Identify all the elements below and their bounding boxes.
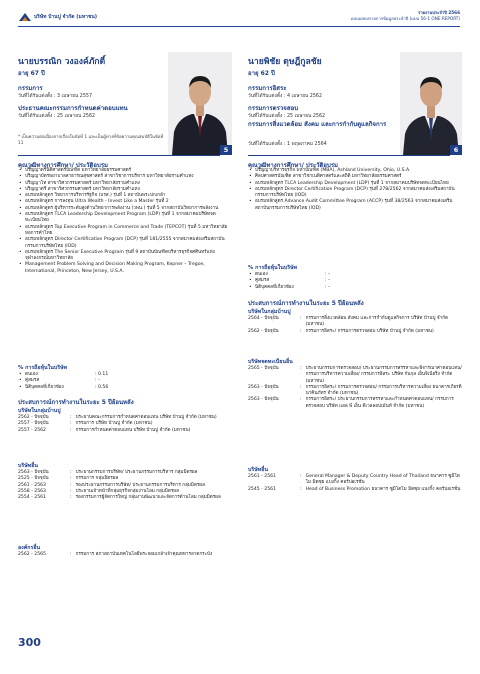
person-age: อายุ 67 ปี [18, 70, 45, 77]
education-list [248, 168, 462, 212]
education-list [18, 168, 230, 275]
experience-row: 2554 - 2561 : รองกรรมการผู้จัดการใหญ่ กลุ่มงานพัฒนาและจัดการด้านโลม กลุ่มมิตรผล [18, 495, 221, 501]
company-name: บริษัท บ้านปู จำกัด (มหาชน) [34, 14, 98, 20]
experience-row: 2562 - ปัจจุบัน : กรรมการอิสระ/ กรรมการตรวจสอบ บริษัท บ้านปู จำกัด (มหาชน) [248, 328, 434, 334]
experience-group-heading: บริษัทในกลุ่มบ้านปู [248, 309, 291, 315]
report-subtitle: แบบแสดงรายการข้อมูลประจำปี (แบบ 56-1 ONE REPORT) [350, 16, 460, 21]
role-title: ประธานคณะกรรมการกำหนดค่าตอบแทน [18, 105, 128, 112]
education-heading: คุณวุฒิทางการศึกษา/ ประวัติอบรม [248, 162, 339, 169]
list-item: • Management Problem Solving and Decision Making Program, Kepner – Tregoe, International, Princeton, New Jersey, U.S.A. [18, 262, 230, 275]
list-item: • อบรมหลักสูตร The Senior Executive Program รุ่นที่ 9 สถาบันบัณฑิตบริหารธุรกิจศศินทร์แห่งจุฬาลงกรณ์มหาวิทยาลัย [18, 250, 230, 263]
list-item: • นิติบุคคลที่เกี่ยวข้อง : 0.56 [18, 385, 158, 391]
page-badge: 6 [450, 145, 462, 155]
list-item: • อบรมหลักสูตร Advance Audit Committee Program (ACCP) รุ่นที่ 38/2563 จากสมาคมส่งเสริมสถาบันกรรมการบริษัทไทย (IOD) [248, 199, 462, 212]
experience-row: 2562 - ปัจจุบัน : ประธานคณะกรรมการกำหนดค่าตอบแทน บริษัท บ้านปู จำกัด (มหาชน) [18, 415, 217, 420]
experience-rows [18, 415, 230, 434]
experience-row: 2525 - ปัจจุบัน : กรรมการ กลุ่มมิตรผล [18, 476, 119, 482]
section-divider [18, 155, 220, 156]
banpu-logo [18, 11, 32, 23]
list-item: • อบรมหลักสูตร ผู้บริหารระดับสูงด้านวิทยาการพลังงาน (วพน.) รุ่นที่ 5 จากสถาบันวิทยาการพลังงาน [18, 206, 230, 212]
experience-group-heading: บริษัทอื่น [18, 463, 38, 469]
role-title: กรรมการอิสระ [248, 85, 287, 92]
shares-heading: % การถือหุ้นในบริษัท [18, 365, 68, 371]
experience-row: 2545 - 2561 : Head of Business Promotion ธนาคาร ซูมิโตโม มิตซุย แบงกิ้ง คอร์ปอเรชั่น [248, 486, 461, 492]
experience-row: 2565 - ปัจจุบัน : ประธานกรรมการตรวจสอบ/ ประธานกรรมการสรรหาและพิจารณาค่าตอบแทน/ กรรมการบริหารความเสี่ยง/ กรรมการอิสระ บริษัท กันกุล เอ็นจิเนียริ่ง จำกัด (มหาชน) [248, 366, 462, 384]
list-item: • คู่สมรส : – [18, 378, 158, 384]
footnote: * เป็นความต่อเนื่องจากเรื่องในข้อที่ 1 และเป็นผู้ทางที่ข้อความคุณสมบัติในข้อที่ 11 [18, 135, 164, 147]
role-title: กรรมการสิ่งแวดล้อม สังคม และการกำกับดูแลกิจการ [248, 121, 387, 128]
experience-rows [18, 552, 230, 558]
experience-group-heading: องค์กรอื่น [18, 545, 41, 551]
list-item: • อบรมหลักสูตร วิทยาการบริหารรัฐกิจ (บรส.) รุ่นที่ 1 สถาบันพระปกเกล้า [18, 193, 230, 199]
experience-row: 2557 - 2562 : กรรมการกำหนดค่าตอบแทน บริษัท บ้านปู จำกัด (มหาชน) [18, 427, 191, 433]
portrait-photo [400, 52, 462, 155]
report-title [351, 10, 460, 22]
experience-group-heading: บริษัทจดทะเบียนอื่น [248, 359, 293, 365]
section-divider [248, 155, 450, 156]
role-date: วันที่ได้รับแต่งตั้ง : 25 เมษายน 2562 [18, 114, 96, 119]
list-item: • ปริญญาโท สาขาวิศวกรรมศาสตร์ มหาวิทยาลัยรามคำแหง [18, 181, 230, 187]
list-item: • อบรมหลักสูตร Top Executive Program in Commerce and Trade (TEPCOT) รุ่นที่ 5 มหาวิทยาลัยหอการค้าไทย [18, 225, 230, 238]
role-date: วันที่ได้รับแต่งตั้ง : 4 เมษายน 2562 [248, 94, 323, 99]
list-item: • อบรมหลักสูตร TLCA Leadership Development (LDP) รุ่นที่ 1 จากสมาคมบริษัทจดทะเบียนไทย [248, 181, 462, 187]
experience-rows [18, 470, 230, 501]
list-item: • ตนเอง : 0.11 [18, 372, 158, 378]
role-date: วันที่ได้รับแต่งตั้ง : 3 เมษายน 2557 [18, 94, 93, 99]
experience-row: 2562 - 2565 : กรรมการ สภาสถาบันเทคโนโลยีพระจอมเกล้าเจ้าคุณทหารลาดกระบัง [18, 552, 213, 557]
person-name: นายบรรณิก วงองค์ภักดิ์ [18, 57, 106, 67]
list-item: • ปริญญาบริหารธุรกิจ มหาบัณฑิต (MBA), Ashland University, Ohio, U.S.A. [248, 168, 462, 174]
list-item: • อบรมหลักสูตร TLCA Leadership Development Program (LDP) รุ่นที่ 1 จากสมาคมบริษัทจดทะเบียนไทย [18, 212, 230, 225]
list-item: • ปริญญาตรี สาขาวิศวกรรมศาสตร์ มหาวิทยาลัยรามคำแหง [18, 187, 230, 193]
list-item: • อบรมหลักสูตร Director Certification Program (DCP) รุ่นที่ 181/2555 จากสมาคมส่งเสริมสถาบันกรรมการบริษัทไทย (IOD) [18, 237, 230, 250]
role-title: กรรมการ [18, 85, 43, 92]
experience-row: 2561 - 2563 : รองประธานกรรมการบริษัท/ ประธานกรรมการบริหาร กลุ่มมิตรผล [18, 482, 205, 488]
experience-heading: ประสบการณ์การทำงานในระยะ 5 ปีย้อนหลัง [248, 300, 364, 307]
list-item: • คู่สมรส : – [248, 278, 388, 284]
experience-row: 2558 - 2563 : ประธานเจ้าหน้าที่กลุ่มธุรกิจกลุ่มงานโลม กลุ่มมิตรผล [18, 488, 179, 494]
experience-row: 2564 - ปัจจุบัน : กรรมการสิ่งแวดล้อม สังคม และการกำกับดูแลกิจการ บริษัท บ้านปู จำกัด (มหาชน) [248, 316, 448, 328]
experience-rows [248, 316, 462, 335]
list-item: • ปริญญาบัตรพยาบาลสาธารณสุขศาสตร์ สาขาวิชาการบริหาร มหาวิทยาลัยรามคำแหง [18, 174, 230, 180]
report-year: รายงานประจำปี 2566 [417, 10, 460, 15]
list-item: • ตนเอง : – [248, 272, 388, 278]
list-item: • อบรมหลักสูตร Director Certification Program (DCP) รุ่นที่ 278/2562 จากสมาคมส่งเสริมสถาบันกรรมการบริษัทไทย (IOD) [248, 187, 462, 200]
experience-row: 2563 - ปัจจุบัน : กรรมการอิสระ/ กรรมการตรวจสอบ/ กรรมการบริหารความเสี่ยง ธนาคารเกียรตินาคินภัทร จำกัด (มหาชน) [248, 384, 462, 397]
shares-list [248, 272, 388, 291]
experience-row: 2557 - ปัจจุบัน : กรรมการ บริษัท บ้านปู จำกัด (มหาชน) [18, 421, 153, 427]
page-badge: 5 [220, 145, 232, 155]
experience-row: 2563 - ปัจจุบัน : ประธานกรรมการบริษัท/ ประธานกรรมการบริหาร กลุ่มมิตรผล [18, 470, 198, 475]
experience-rows [248, 474, 462, 493]
shares-heading: % การถือหุ้นในบริษัท [248, 265, 298, 271]
list-item: • ปริญญาตรีนิติศาสตร์บัณฑิต มหาวิทยาลัยธรรมศาสตร์ [18, 168, 230, 174]
experience-heading: ประสบการณ์การทำงานในระยะ 5 ปีย้อนหลัง [18, 399, 134, 406]
portrait-photo [168, 52, 232, 155]
education-heading: คุณวุฒิทางการศึกษา/ ประวัติอบรม [18, 162, 109, 169]
list-item: • ศิลปศาสตรบัณฑิต สาขาวิชาเนติศาสตร์และสถิติ มหาวิทยาลัยธรรมศาสตร์ [248, 174, 462, 180]
experience-rows [248, 366, 462, 410]
person-age: อายุ 62 ปี [248, 70, 275, 77]
list-item: • อบรมหลักสูตร การลงทุน Ultra Wealth - Invest Like a Master รุ่นที่ 2 [18, 199, 230, 205]
experience-group-heading: บริษัทอื่น [248, 467, 268, 473]
role-title: กรรมการตรวจสอบ [248, 105, 299, 112]
shares-list [18, 372, 158, 391]
experience-group-heading: บริษัทในกลุ่มบ้านปู [18, 408, 61, 414]
role-date: วันที่ได้รับแต่งตั้ง : 25 เมษายน 2562 [248, 114, 326, 119]
experience-row: 2561 - 2561 : General Manager & Deputy Country Head of Thailand ธนาคาร ซูมิโตโม มิตซุย แบงกิ้ง คอร์ปอเรชั่น [248, 474, 460, 486]
list-item: • นิติบุคคลที่เกี่ยวข้อง : – [248, 285, 388, 291]
page-number: 300 [18, 636, 41, 649]
person-name: นายพิชัย ดุษฎีกูลชัย [248, 57, 322, 67]
header-divider [18, 26, 460, 27]
role-date: วันที่ได้รับแต่งตั้ง : 1 พฤษภาคม 2564 [248, 142, 327, 147]
experience-row: 2563 - ปัจจุบัน : กรรมการอิสระ/ ประธานกรรมการสรรหาและกำหนดค่าตอบแทน/ กรรมการตรวจสอบ บริษัท แอล พี เอ็น ดีเวลลอปเม้นท์ จำกัด (มหาชน) [248, 397, 454, 409]
